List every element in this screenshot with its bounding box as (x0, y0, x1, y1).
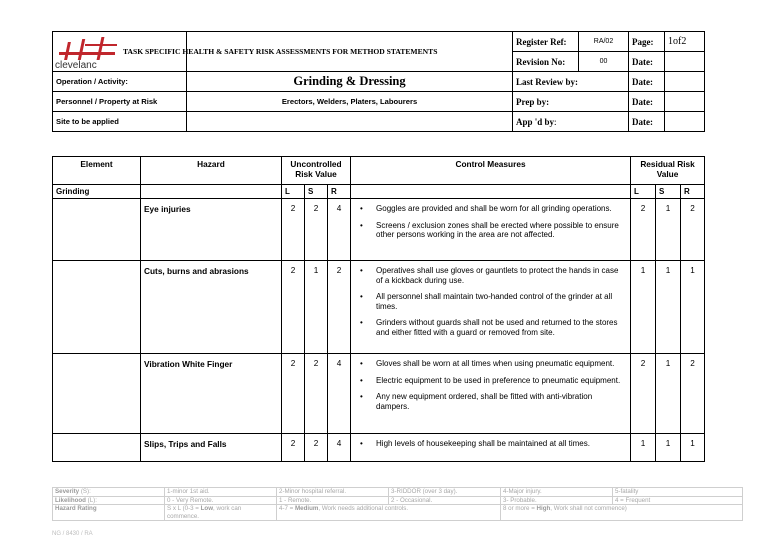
rating-low-pre: S x L (0-3 = (167, 505, 201, 512)
site-label: Site to be applied (53, 112, 187, 132)
residual-l-header: L (631, 185, 656, 199)
residual-s: 1 (656, 354, 681, 434)
uncontrolled-l-header: L (282, 185, 305, 199)
uncontrolled-l: 2 (282, 261, 305, 354)
approved-by-colon: : (554, 116, 557, 127)
control-measure-item: • Electric equipment to be used in preference to pneumatic equipment. (354, 376, 627, 386)
table-row (53, 434, 705, 462)
hazard-rating-low (165, 505, 277, 521)
date-label-1: Date: (629, 52, 665, 72)
severity-item: 5-fatality (613, 488, 743, 497)
uncontrolled-r: 4 (328, 434, 351, 462)
hazard-rating-label: Hazard Rating (53, 505, 165, 521)
last-review-label: Last Review by: (513, 72, 629, 92)
severity-row (53, 488, 743, 497)
personnel-label: Personnel / Property at Risk (53, 92, 187, 112)
col-hazard-header: Hazard (141, 157, 282, 185)
hazard-name: Eye injuries (141, 199, 282, 261)
risk-key-table (52, 487, 743, 521)
uncontrolled-l: 2 (282, 354, 305, 434)
control-measures (351, 261, 631, 354)
uncontrolled-r: 4 (328, 354, 351, 434)
hazard-rating-row (53, 505, 743, 521)
date-value-3 (665, 92, 705, 112)
element-name: Grinding (53, 185, 141, 199)
residual-s-header: S (656, 185, 681, 199)
likelihood-abbr: (L): (87, 496, 97, 504)
site-value (187, 112, 513, 132)
element-cell (53, 434, 141, 462)
severity-label: Severity (55, 488, 80, 495)
uncontrolled-l: 2 (282, 434, 305, 462)
residual-s: 1 (656, 434, 681, 462)
document-reference: NG / 8430 / RA (52, 531, 93, 537)
date-value-1 (665, 52, 705, 72)
residual-l: 2 (631, 354, 656, 434)
rating-high-word: High (536, 505, 551, 512)
col-uncontrolled-header: Uncontrolled Risk Value (282, 157, 351, 185)
uncontrolled-s: 1 (305, 261, 328, 354)
hazard-name: Cuts, burns and abrasions (141, 261, 282, 354)
date-value-2 (665, 72, 705, 92)
logo-box (53, 32, 438, 72)
logo-wordmark: clevelanc (55, 60, 97, 71)
hazard-subheader-blank (141, 185, 282, 199)
likelihood-row (53, 496, 743, 505)
control-subheader-blank (351, 185, 631, 199)
severity-item: 3-RIDDOR (over 3 day). (389, 488, 501, 497)
control-measure-item: • Screens / exclusion zones shall be erected where possible to ensure other persons working in the area are not affected. (354, 221, 627, 240)
residual-l: 2 (631, 199, 656, 261)
col-element-header: Element (53, 157, 141, 185)
residual-r: 1 (681, 261, 705, 354)
severity-item: 4-Major injury. (501, 488, 613, 497)
operation-value: Grinding & Dressing (187, 72, 513, 92)
severity-item: 1-minor 1st aid. (165, 488, 277, 497)
date-label-2: Date: (629, 72, 665, 92)
likelihood-item: 0 - Very Remote. (165, 496, 277, 505)
rating-high-post: , Work shall not commence) (550, 505, 627, 512)
likelihood-label: Likelihood (55, 496, 86, 504)
revision-value: 00 (579, 52, 629, 72)
control-measure-item: • Grinders without guards shall not be used and returned to the stores and either fitted with a guard or removed from site. (354, 318, 627, 337)
register-ref-label: Register Ref: (513, 32, 579, 52)
col-residual-header: Residual Risk Value (631, 157, 705, 185)
likelihood-item: 4 = Frequent (613, 496, 743, 505)
approved-by-cell (513, 112, 629, 132)
rating-low-post: , work can commence. (167, 505, 242, 520)
control-measure-item: • Gloves shall be worn at all times when using pneumatic equipment. (354, 359, 627, 369)
table-row (53, 261, 705, 354)
residual-s: 1 (656, 199, 681, 261)
residual-s: 1 (656, 261, 681, 354)
uncontrolled-l: 2 (282, 199, 305, 261)
residual-r: 2 (681, 199, 705, 261)
likelihood-item: 3- Probable. (501, 496, 613, 505)
control-measure-item: • All personnel shall maintain two-handed control of the grinder at all times. (354, 292, 627, 311)
likelihood-item: 2 - Occasional. (389, 496, 501, 505)
prep-by-label: Prep by: (513, 92, 629, 112)
rating-medium-post: , Work needs additional controls. (318, 505, 409, 512)
severity-item: 2-Minor hospital referral. (277, 488, 389, 497)
control-measure-item: • Goggles are provided and shall be worn for all grinding operations. (354, 204, 627, 214)
rating-low-word: Low (200, 505, 214, 512)
personnel-value: Erectors, Welders, Platers, Labourers (187, 92, 513, 112)
date-label-4: Date: (629, 112, 665, 132)
uncontrolled-r-header: R (328, 185, 351, 199)
likelihood-label-cell (53, 496, 165, 505)
control-measures (351, 354, 631, 434)
uncontrolled-s: 2 (305, 434, 328, 462)
revision-label: Revision No: (513, 52, 579, 72)
rating-high-pre: 8 or more = (503, 505, 537, 512)
rating-medium-pre: 4-7 = (279, 505, 295, 512)
likelihood-item: 1 - Remote. (277, 496, 389, 505)
element-cell (53, 354, 141, 434)
control-measure-item: • Operatives shall use gloves or gauntlets to protect the hands in case of a kickback during use. (354, 266, 627, 285)
hazard-rating-high (501, 505, 743, 521)
uncontrolled-r: 4 (328, 199, 351, 261)
header-grid (52, 31, 705, 132)
date-value-4 (665, 112, 705, 132)
hazard-name: Slips, Trips and Falls (141, 434, 282, 462)
hazard-name: Vibration White Finger (141, 354, 282, 434)
severity-abbr: (S): (80, 488, 91, 495)
table-row (53, 199, 705, 261)
report-title: TASK SPECIFIC HEALTH & SAFETY RISK ASSESSMENTS FOR METHOD STATEMENTS (123, 47, 438, 56)
table-row (53, 354, 705, 434)
control-measure-item: • High levels of housekeeping shall be maintained at all times. (354, 439, 627, 449)
residual-l: 1 (631, 261, 656, 354)
risk-assessment-table (52, 156, 705, 462)
control-measure-item: • Any new equipment ordered, shall be fitted with anti-vibration dampers. (354, 392, 627, 411)
operation-label: Operation / Activity: (53, 72, 187, 92)
control-measures (351, 434, 631, 462)
severity-label-cell (53, 488, 165, 497)
uncontrolled-r: 2 (328, 261, 351, 354)
control-measures (351, 199, 631, 261)
element-cell (53, 199, 141, 261)
approved-by-label: App 'd by (516, 116, 555, 127)
element-cell (53, 261, 141, 354)
col-control-header: Control Measures (351, 157, 631, 185)
uncontrolled-s-header: S (305, 185, 328, 199)
residual-r: 1 (681, 434, 705, 462)
residual-l: 1 (631, 434, 656, 462)
page-value: 1of2 (665, 32, 705, 52)
register-ref-value: RA/02 (579, 32, 629, 52)
residual-r-header: R (681, 185, 705, 199)
rating-medium-word: Medium (295, 505, 319, 512)
page-label: Page: (629, 32, 665, 52)
residual-r: 2 (681, 354, 705, 434)
uncontrolled-s: 2 (305, 199, 328, 261)
uncontrolled-s: 2 (305, 354, 328, 434)
date-label-3: Date: (629, 92, 665, 112)
hazard-rating-medium (277, 505, 501, 521)
